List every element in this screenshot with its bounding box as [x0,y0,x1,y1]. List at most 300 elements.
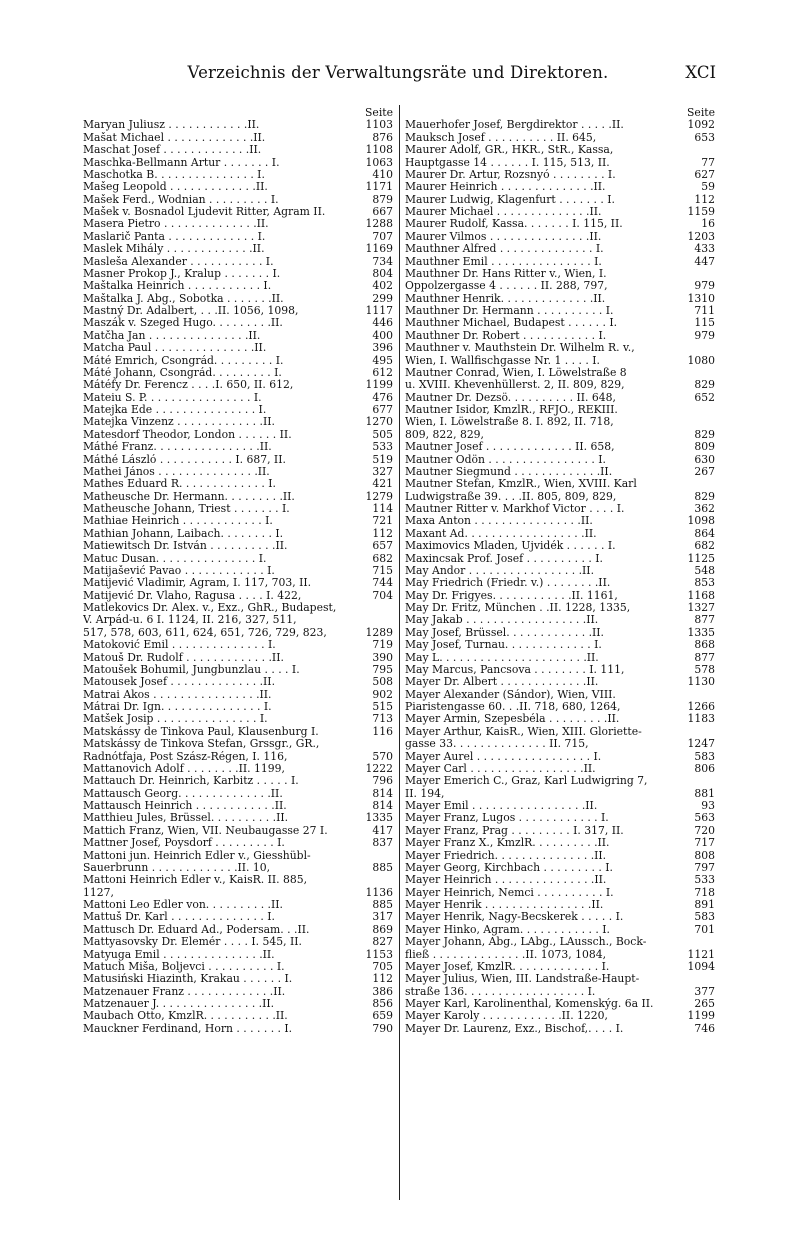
index-entry [83,751,393,763]
entry-pages: 881 [694,786,715,800]
entry-name: Mattoni Leo Edler von. . . . . . . . . .II. [83,899,283,911]
entry-pages: 578 [694,662,715,676]
entry-name: May Marcus, Pancsova . . . . . . . . I. 111, [405,663,625,676]
entry-pages: 1103 [365,118,393,132]
entry-pages: 979 [694,279,715,293]
entry-name: Mayer Georg, Kirchbach . . . . . . . . . I. [405,861,613,874]
entry-name: Mayer Hinko, Agram. . . . . . . . . . . . I. [405,923,610,936]
index-entry [83,788,393,800]
entry-name: May Friedrich (Friedr. v.) . . . . . . . .II. [405,577,611,590]
index-entry [405,676,715,688]
index-entry [83,986,393,998]
entry-pages: 1327 [687,601,715,614]
index-entry [83,676,393,688]
right-column [405,107,715,1035]
entry-pages: 1130 [687,675,715,689]
index-entry [405,1023,715,1035]
entry-name: Matthieu Jules, Brüssel. . . . . . . . . .II. [83,812,289,825]
seite-label: Seite [365,106,393,119]
index-entry [405,243,715,255]
entry-name: Masner Prokop J., Kralup . . . . . . . I. [83,267,281,280]
entry-pages: 837 [372,836,393,850]
entry-pages: 877 [694,613,715,627]
index-entry [83,726,393,738]
entry-pages: 809 [694,440,715,454]
entry-pages: 653 [694,130,715,144]
entry-pages: 979 [694,328,715,342]
entry-pages: 713 [372,712,393,726]
entry-name: Máté Emrich, Csongrád. . . . . . . . . I. [83,354,284,367]
entry-pages: 1169 [365,242,393,256]
entry-name: May Andor . . . . . . . . . . . . . . . . .II. [405,564,594,577]
index-entry [405,367,715,379]
entry-name: Hauptgasse 14 . . . . . . I. 115, 513, II. [405,156,610,169]
entry-pages: 508 [372,675,393,689]
index-entry [83,231,393,243]
entry-name: Maxant Ad. . . . . . . . . . . . . . . . . .II. [405,527,597,540]
index-entry [405,392,715,404]
index-entry [405,478,715,490]
page-title: Verzeichnis der Verwaltungsräte und Direktoren. [187,63,609,82]
index-entry [405,268,715,280]
entry-name: Maurer Michael . . . . . . . . . . . . . .II. [405,206,602,218]
entry-name: May Josef, Turnau. . . . . . . . . . . . . I. [405,639,602,652]
entry-pages: 433 [694,242,715,256]
index-entry [83,454,393,466]
entry-name: Máté Johann, Csongrád. . . . . . . . . I. [83,366,282,379]
entry-name: Mayer Johann, Abg., LAbg., LAussch., Bock- [405,936,647,949]
index-entry [405,825,715,837]
entry-name: Oppolzergasse 4 . . . . . . II. 288, 797, [405,280,608,293]
entry-pages: 869 [372,922,393,936]
entry-name: V. Arpád-u. 6 I. 1124, II. 216, 327, 511, [83,614,297,627]
entry-pages: 476 [372,390,393,404]
index-entry [83,478,393,490]
entry-pages: 1310 [687,291,715,305]
entry-name: Sauerbrunn . . . . . . . . . . . . .II. 10, [83,861,271,874]
index-entry [405,701,715,713]
entry-pages: 446 [372,316,393,330]
entry-pages: 659 [372,1009,393,1023]
index-entry [405,652,715,664]
index-entry [405,330,715,342]
entry-pages: 447 [694,254,715,268]
entry-pages: 317 [372,910,393,924]
index-entry [83,874,393,886]
entry-pages: 885 [372,860,393,874]
entry-pages: 1063 [365,155,393,169]
entry-name: May L. . . . . . . . . . . . . . . . . . . . . .II. [405,651,599,664]
entry-name: Matcha Paul . . . . . . . . . . . . . . .II. [83,342,267,355]
index-entry [83,169,393,181]
entry-pages: 1270 [365,415,393,429]
index-entry [405,454,715,466]
index-entry [83,590,393,602]
index-entry [83,602,393,614]
index-entry [83,837,393,849]
entry-name: Mátrai Dr. Ign. . . . . . . . . . . . . . . I. [83,701,272,713]
entry-name: Matijević Vladimir, Agram, I. 117, 703, II. [83,577,312,590]
entry-name: Mattoni jun. Heinrich Edler v., Giesshübl- [83,849,311,862]
index-entry [83,503,393,515]
entry-pages: 856 [372,997,393,1010]
entry-pages: 891 [694,898,715,911]
index-entry [83,973,393,985]
entry-name: Maubach Otto, KmzlR. . . . . . . . . . .II. [83,1010,288,1023]
index-entry [83,256,393,268]
entry-name: Mauthner Dr. Robert . . . . . . . . . . . I. [405,329,607,342]
entry-pages: 16 [701,217,715,231]
entry-pages: 421 [372,477,393,491]
entry-pages: 704 [372,588,393,602]
index-entry [83,416,393,428]
index-entry [83,429,393,441]
entry-name: Maurer Ludwig, Klagenfurt . . . . . . . I. [405,193,615,206]
entry-name: 1127, [83,886,114,899]
left-column [83,107,393,1035]
entry-name: Matusiński Hiazinth, Krakau . . . . . . I. [83,973,293,986]
entry-name: Mayer Karl, Karolinenthal, Komenskýg. 6a II. [405,998,654,1010]
entry-name: Mašat Michael . . . . . . . . . . . . .II. [83,131,266,144]
index-entry [83,689,393,701]
entry-name: Matlekovics Dr. Alex. v., Exz., GhR., Budapest, [83,602,337,614]
index-entry [405,874,715,886]
entry-name: Maschat Josef . . . . . . . . . . . . .II. [83,144,262,157]
entry-name: Matejka Ede . . . . . . . . . . . . . . . I. [83,404,267,416]
index-entry [83,515,393,527]
entry-pages: 721 [372,514,393,528]
entry-pages: 1159 [687,205,715,218]
entry-pages: 797 [694,860,715,874]
entry-name: Mattuš Dr. Karl . . . . . . . . . . . . . . I. [83,911,275,924]
entry-name: Mattyasovsky Dr. Elemér . . . . I. 545, II. [83,936,302,949]
entry-pages: 402 [372,279,393,293]
entry-name: Máthé László . . . . . . . . . . . I. 687, II. [83,453,286,466]
entry-pages: 876 [372,130,393,144]
index-entry [405,936,715,948]
entry-pages: 711 [694,304,715,317]
entry-name: Maurer Heinrich . . . . . . . . . . . . . .II. [405,181,606,194]
entry-name: Maslarič Panta . . . . . . . . . . . . . I. [83,230,266,243]
index-entry [405,404,715,416]
entry-pages: 829 [694,427,715,441]
entry-name: Mayer Emerich C., Graz, Karl Ludwigring 7, [405,775,648,788]
index-entry [405,157,715,169]
entry-name: u. XVIII. Khevenhüllerst. 2, II. 809, 829, [405,379,625,392]
entry-pages: 583 [694,910,715,924]
page-number: XCI [685,63,716,82]
entry-name: Maurer Vilmos . . . . . . . . . . . . . . .II. [405,230,602,243]
index-entry [83,243,393,255]
entry-name: Maxa Anton . . . . . . . . . . . . . . . .II. [405,515,593,528]
index-entry [83,800,393,812]
entry-name: Máthé Franz. . . . . . . . . . . . . . . .II. [83,441,272,454]
entry-pages: 548 [694,563,715,577]
entry-pages: 796 [372,774,393,788]
entry-pages: 1136 [365,885,393,899]
index-entry [83,812,393,824]
index-entry [405,466,715,478]
index-entry [405,577,715,589]
index-entry [83,466,393,478]
entry-pages: 717 [694,836,715,850]
entry-name: Mayer Aurel . . . . . . . . . . . . . . . . . I. [405,750,602,763]
entry-pages: 1335 [687,625,715,639]
entry-name: Maštalka Heinrich . . . . . . . . . . . I. [83,280,272,293]
entry-name: Matrai Akos . . . . . . . . . . . . . . . .II. [83,688,272,701]
entry-pages: 515 [372,700,393,713]
entry-pages: 627 [694,167,715,181]
entry-pages: 563 [694,811,715,825]
entry-pages: 806 [694,761,715,775]
entry-name: Mautner Dr. Dezsö. . . . . . . . . . II. 648, [405,391,616,404]
entry-name: Matzenauer Franz . . . . . . . . . . . . .II. [83,985,286,998]
entry-pages: 495 [372,353,393,367]
entry-pages: 519 [372,452,393,466]
entry-pages: 1335 [365,811,393,825]
entry-pages: 1289 [365,625,393,639]
entry-name: Maxincsak Prof. Josef . . . . . . . . . . I. [405,552,603,565]
index-entry [405,713,715,725]
entry-name: Mayer Alexander (Sándor), Wien, VIII. [405,688,616,701]
index-entry [83,132,393,144]
index-entry [405,775,715,787]
entry-pages: 1125 [687,551,715,565]
entry-pages: 299 [372,291,393,305]
entry-name: Matesdorf Theodor, London . . . . . . II. [83,428,292,441]
entry-pages: 829 [694,489,715,503]
entry-pages: 112 [694,192,715,206]
index-entry [405,602,715,614]
index-entry [83,924,393,936]
index-entry [405,503,715,515]
entry-name: Matuc Dusan. . . . . . . . . . . . . . . I. [83,552,267,565]
entry-name: Maschotka B. . . . . . . . . . . . . . . I. [83,168,265,181]
entry-pages: 327 [372,464,393,478]
entry-pages: 804 [372,266,393,280]
entry-pages: 705 [372,959,393,973]
entry-pages: 853 [694,576,715,590]
entry-name: Mautner Stefan, KmzlR., Wien, XVIII. Karl [405,478,637,491]
index-entry [405,899,715,911]
entry-name: Maryan Juliusz . . . . . . . . . . . .II. [83,119,260,132]
entry-name: Matouš Dr. Rudolf . . . . . . . . . . . . .II. [83,651,284,664]
index-entry [83,379,393,391]
entry-pages: 1266 [687,700,715,713]
index-entry [83,317,393,329]
index-entry [405,664,715,676]
entry-pages: 1092 [687,118,715,132]
index-entry [83,961,393,973]
index-entry [83,441,393,453]
index-entry [83,553,393,565]
entry-pages: 112 [372,526,393,540]
entry-pages: 790 [372,1021,393,1035]
entry-name: Mayer Franz, Lugos . . . . . . . . . . . . I. [405,812,609,825]
entry-pages: 1199 [687,1009,715,1023]
entry-pages: 93 [701,799,715,812]
entry-pages: 386 [372,984,393,998]
entry-pages: 701 [694,922,715,936]
entry-name: Maurer Adolf, GR., HKR., StR., Kassa, [405,144,614,157]
entry-name: gasse 33. . . . . . . . . . . . . . II. 715, [405,738,589,751]
entry-pages: 583 [694,749,715,763]
entry-name: Matoušek Bohumil, Jungbunzlau . . . . I. [83,663,300,676]
entry-name: Wien, I. Wallfischgasse Nr. 1 . . . . I. [405,354,600,367]
entry-pages: 829 [694,378,715,392]
entry-name: Mayer Dr. Laurenz, Exz., Bischof,. . . . I. [405,1022,624,1035]
index-entry [405,751,715,763]
entry-name: Mathei János . . . . . . . . . . . . . . .II. [83,465,270,478]
index-entry [405,305,715,317]
index-entry [83,540,393,552]
index-entry [83,775,393,787]
entry-pages: 505 [372,427,393,441]
index-entry [405,1010,715,1022]
entry-name: fließ . . . . . . . . . . . . . .II. 1073, 1084, [405,948,606,961]
index-entry [405,231,715,243]
index-entry [83,614,393,626]
entry-name: Mattner Josef, Poysdorf . . . . . . . . . I. [83,837,285,850]
index-entry [405,169,715,181]
entry-name: Masleša Alexander . . . . . . . . . . . I. [83,255,274,268]
entry-name: Mayer Henrik . . . . . . . . . . . . . . . .II. [405,899,604,911]
entry-name: Maurer Rudolf, Kassa. . . . . . . I. 115, II. [405,218,623,231]
entry-name: Mayer Emil . . . . . . . . . . . . . . . . .II. [405,800,598,812]
entry-pages: 682 [372,551,393,565]
entry-pages: 1094 [687,959,715,973]
index-entry [83,627,393,639]
entry-name: Mattausch Georg. . . . . . . . . . . . . .II. [83,787,283,800]
index-entry [83,528,393,540]
entry-pages: 390 [372,650,393,664]
index-entry [83,701,393,713]
entry-name: Mauthner Dr. Hermann . . . . . . . . . . I. [405,305,614,317]
index-entry [405,565,715,577]
entry-pages: 1098 [687,514,715,528]
entry-name: Maurer Dr. Artur, Rozsnyó . . . . . . . . I. [405,168,616,181]
entry-name: Mayer Friedrich. . . . . . . . . . . . . . .II. [405,849,607,862]
entry-name: Mathiae Heinrich . . . . . . . . . . . . I. [83,515,273,528]
index-entry [405,924,715,936]
index-entry [83,355,393,367]
index-entry [405,540,715,552]
index-entry [405,887,715,899]
index-entry [405,986,715,998]
entry-pages: 677 [372,403,393,416]
entry-name: Matheusche Johann, Triest . . . . . . . I. [83,503,290,515]
index-entry [83,577,393,589]
index-entry [405,614,715,626]
index-entry [83,330,393,342]
entry-pages: 1279 [365,489,393,503]
entry-name: 809, 822, 829, [405,428,484,441]
entry-name: Matyuga Emil . . . . . . . . . . . . . . .II. [83,948,275,961]
entry-name: Radnótfaja, Post Szász-Régen, I. 116, [83,750,288,763]
entry-pages: 400 [372,328,393,342]
index-entry [83,218,393,230]
entry-name: May Jakab . . . . . . . . . . . . . . . . . .II. [405,614,599,627]
index-entry [83,144,393,156]
index-entry [405,528,715,540]
entry-name: Matuch Miša, Boljevci . . . . . . . . . . I. [83,960,285,973]
index-entry [405,342,715,354]
entry-name: Matšek Josip . . . . . . . . . . . . . . . I. [83,713,268,726]
entry-pages: 877 [694,650,715,664]
entry-pages: 1222 [365,761,393,775]
index-entry [83,1010,393,1022]
index-entry [83,862,393,874]
entry-pages: 744 [372,576,393,590]
seite-label: Seite [687,106,715,119]
entry-pages: 1153 [365,947,393,961]
entry-name: Mayer Franz, Prag . . . . . . . . . I. 317, II. [405,824,624,837]
entry-name: Mattauch Dr. Heinrich, Karbitz . . . . . I. [83,775,299,788]
entry-name: Mayer Carl . . . . . . . . . . . . . . . . .II. [405,762,596,775]
entry-name: Matskássy de Tinkova Stefan, Grssgr., GR., [83,738,320,751]
index-entry [405,355,715,367]
entry-pages: 410 [372,167,393,181]
entry-pages: 77 [701,155,715,169]
entry-pages: 885 [372,898,393,911]
index-entry [405,441,715,453]
entry-name: Matoković Emil . . . . . . . . . . . . . . I. [83,639,276,652]
entry-name: Mauthner Dr. Hans Ritter v., Wien, I. [405,267,607,280]
entry-pages: 827 [372,935,393,949]
entry-pages: 533 [372,440,393,454]
entry-pages: 1288 [365,217,393,231]
index-entry [83,268,393,280]
entry-name: Matijašević Pavao . . . . . . . . . . . . I. [83,564,275,577]
index-entry [83,404,393,416]
entry-name: Mayer Ármin, Szepesbéla . . . . . . . . .II. [405,713,620,726]
index-entry [405,218,715,230]
index-entry [405,119,715,131]
index-entry [405,850,715,862]
entry-name: Matejka Vinzenz . . . . . . . . . . . . .II. [83,416,275,429]
entry-pages: 652 [694,390,715,404]
entry-pages: 718 [694,885,715,899]
entry-pages: 1199 [365,378,393,392]
index-entry [83,305,393,317]
entry-name: Matzenauer J. . . . . . . . . . . . . . . .II. [83,998,275,1010]
entry-name: Matčha Jan . . . . . . . . . . . . . . .II. [83,329,261,342]
entry-name: Mautner Ödön . . . . . . . . . . . . . . . . I. [405,453,606,466]
entry-name: Matijević Dr. Vlaho, Ragusa . . . . I. 422, [83,589,302,602]
index-entry [83,763,393,775]
index-entry [83,367,393,379]
entry-name: Mattusch Dr. Eduard Ad., Podersam. . .II. [83,923,310,936]
entry-name: Maximovics Mladen, Ujvidék . . . . . . I. [405,540,616,553]
entry-pages: 59 [701,180,715,194]
entry-name: Maszák v. Szeged Hugo. . . . . . . . .II. [83,317,283,330]
entry-pages: 1168 [687,588,715,602]
entry-name: Matskássy de Tinkova Paul, Klausenburg I. [83,725,319,738]
entry-name: Mauthner Henrik. . . . . . . . . . . . . .II. [405,292,606,305]
entry-pages: 112 [372,972,393,986]
entry-name: Mayer Dr. Albert . . . . . . . . . . . . .II. [405,676,599,689]
entry-name: Mauthner Alfred . . . . . . . . . . . . . . I. [405,243,604,256]
entry-pages: 667 [372,205,393,218]
entry-name: Mautner Siegmund . . . . . . . . . . . . .II. [405,465,613,478]
entry-pages: 1203 [687,229,715,243]
entry-name: Mayer Henrik, Nagy-Becskerek . . . . . I. [405,911,624,924]
index-entry [405,949,715,961]
entry-name: II. 194, [405,787,445,800]
column-divider [399,105,400,1200]
index-entry [83,342,393,354]
index-entry [83,899,393,911]
